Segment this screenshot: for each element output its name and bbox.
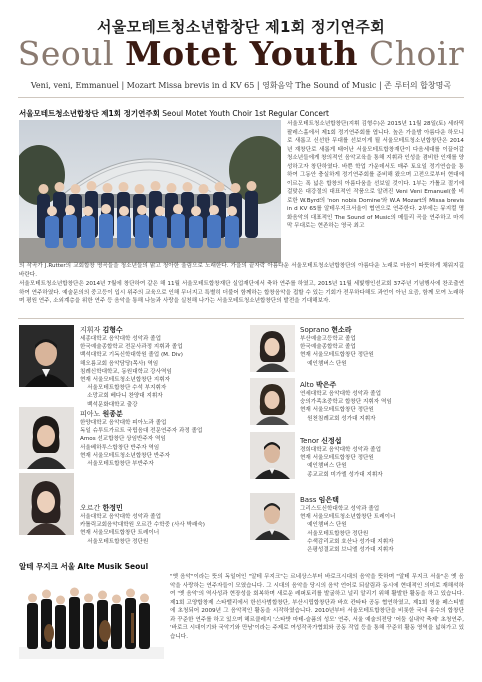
bio-line: 현재 서울모테트청소년합창단 지휘자: [80, 377, 171, 384]
bio-line: 서울대학교 음악대학 성악과 졸업: [80, 514, 161, 520]
bio-line: 소망교회 베다니 찬양대 지휘자: [80, 393, 163, 400]
english-title-seoul: Seoul: [17, 34, 126, 73]
conductor-role: 지휘자: [80, 326, 101, 334]
bio-line: 현재 서울모테트합창단 정단원: [300, 407, 374, 414]
organist-bio: [80, 513, 205, 546]
organist-photo: [19, 473, 74, 535]
bio-line: 해오름교회 음악담당(목사) 역임: [80, 360, 159, 367]
concert-heading: [19, 108, 329, 119]
bio-line: 침례신학대학교, 동원대학교 강사역임: [80, 368, 172, 375]
tenor-bio: [300, 446, 383, 479]
bio-line: 한양대학교 음악대학 피아노과 졸업: [80, 420, 167, 426]
bio-line: 현재 서울모테트합창단 정단원: [300, 352, 374, 359]
tenor-photo: [250, 432, 295, 479]
pianist-role: 피아노: [80, 410, 101, 418]
concert-intro-continued: 의 작곡가 J.Rutter의 교회합창 명곡들을 청소년들의 맑고 청아한 울림으로 노래한다. 가을의 끝자락 아름다운 서울모테트청소년합창단의 아름다운 노래로 마음이 따뜻하게 채워지길 바란다.: [19, 263, 464, 278]
conductor-bio: [80, 335, 183, 409]
organist-name: 한정민: [102, 504, 123, 512]
pianist-label: [80, 409, 123, 419]
choir-group-photo: [19, 120, 281, 263]
bio-line: 현재 서울모테트합창단 정단원: [300, 455, 374, 462]
bio-line: 수색감리교회 호산나 성가대 지휘자: [300, 538, 394, 545]
organist-role: 오르간: [80, 504, 101, 512]
bass-name: 임은택: [318, 496, 339, 504]
section-divider: [18, 318, 464, 319]
english-title: [0, 34, 482, 73]
bio-line: 원천침례교회 성가대 지휘자: [300, 415, 376, 422]
bio-line: 백석문화대학교 출강: [80, 401, 138, 408]
alto-bio: [300, 390, 392, 423]
conductor-label: [80, 325, 123, 335]
bass-role: Bass: [300, 496, 317, 504]
bio-line: 그리스도신학대학교 성악과 졸업: [300, 506, 380, 512]
pianist-bio: [80, 419, 202, 468]
bass-photo: [250, 493, 295, 540]
bio-line: 세종대학교 음악대학 성악과 졸업: [80, 336, 161, 342]
conductor-photo: [19, 325, 74, 387]
bio-line: 현재 서울모테트청소년합창단 트레이너: [300, 514, 396, 521]
bio-line: 현재 서울모테트청소년합창단 반주자: [80, 452, 171, 459]
program-header: [0, 0, 482, 96]
pianist-name: 원종분: [102, 410, 123, 418]
bio-line: 숭의가족초중학교 합창단 지휘자 역임: [300, 399, 392, 406]
tenor-name: 신정섭: [321, 437, 342, 445]
bio-line: 독일 슈투트가르트 국립음대 전문연주자 과정 졸업: [80, 428, 203, 435]
bio-line: 부산예술고등학교 졸업: [300, 336, 356, 342]
korean-title-rest: 제1회 정기연주회: [259, 18, 385, 36]
ensemble-photo: [19, 573, 164, 659]
bio-line: 한국예술종합학교 전문사과정 지휘과 졸업: [80, 344, 183, 351]
bio-line: 한국예술종합학교 졸업: [300, 344, 356, 351]
concert-intro-side: 서울모테트청소년합창단(지휘 김형수)은 2015년 11월 28일(토) 세라믹팔레스홀에서 제1회 정기연주회를 엽니다. 높은 가을밤 아름다운 하모니로 새롭고 신선한 무대를 선보이게 될 서울모테트청소년합창단은 2014년 재창단로 새롭게 태어난 서울모테트합창재단이 다음세대를 이끌어갈 청소년들에게 창의적인 음악교육을 통해 지휘과 인성을 겸비한 인재를 양성하고자 창단하였다. 바쁜 학업 가운데서도 매주 토요일 정기연습을 통하여 그동안 충실하게 정기연주회를 준비해 왔으며 고전으로부터 현대에 이르는 폭 넓은 합창의 아름다움을 선보일 것이다. 1부는 가톨교 절기에 걸맞은 대강절의 대표적인 작품으로 알려진 Veni Veni Emanuel(볼 비 로한 W.Byrd의 'non nobis Domine'와 W.A Mozart의 Missa brevis in d KV 65를 알테우지크서울이 협연으로 연주한다. 2부에는 뮤지컬 명화음악의 대표적인 The Sound of Music의 메들리 곡을 연주하고 마지막 무대로는 현존하는 영국 최고: [287, 121, 464, 229]
bio-line: 서울베하투스합창단 반주자 역임: [80, 444, 160, 451]
bio-line: 예인챔버스 단원: [300, 522, 347, 529]
ensemble-heading: 알테 무지크 서울 Alte Musik Seoul: [19, 562, 149, 571]
bio-line: 연세대학교 음악대학 성악과 졸업: [300, 391, 381, 397]
ensemble-description: "옛 음악"이라는 뜻의 독일어인 "알테 무지크"는 르네상스부터 바로크시대의 음악을 뜻하며 "알테 무지크 서울"은 옛 음악을 사랑하는 연주자들이 모였습니다. 그 시대의 음악을 당시의 음악 언어로 되살림과 동시에 현대적인 의미로 재해석하여 '옛 음악'의 역사성과 현장성을 회복하며 새로운 레퍼토리를 발굴하고 널리 알리기 위해 활발한 활동을 하고 있습니다. 제1회 고양합창제 스타밸리에서 한선사범합창단, 부산시립합창단과 바흐 칸타타 공동 협연하였고, 제1회 영울 페스티벌에 초청되어 2009년 그 음악적인 활동을 시작하였습니다. 2010년부터 서울모테트합창단을 비롯한 국내 유수의 합창단과 꾸준한 연주를 하고 있으며 헤르클레지 '스타밧 마테-슬픔의 성모' 연주, 서울 예술의전당 '어둠 실내악 축제' 초청연주, '바로크 시대이기와 국악기와 만남'이라는 주제로 여성작곡가협회와 공동 작업 등을 통해 꾸준히 활동 영역을 넓혀가고 있습니다.: [170, 574, 464, 640]
soprano-bio: [300, 335, 374, 368]
organist-label: [80, 503, 123, 513]
bio-line: Amos 선교합창단 상임반주자 역임: [80, 436, 166, 443]
soprano-role: Soprano: [300, 326, 330, 334]
concert-heading-en: Seoul Motet Youth Choir 1st Regular Concert: [159, 109, 329, 118]
header-divider: [18, 97, 464, 98]
bio-line: 예인챔버스 단원: [300, 360, 347, 367]
bio-line: 경희대학교 음악대학 성악과 졸업: [300, 447, 381, 453]
korean-title-main: 서울모테트청소년합창단: [96, 18, 260, 36]
bio-line: 현재 서울모테트합창단 트레이너: [80, 530, 160, 537]
soprano-label: [300, 325, 352, 335]
conductor-name: 김형수: [102, 326, 123, 334]
bio-line: 서울모테트합창단 수석 부지휘자: [80, 385, 167, 392]
choir-history: 서울모테트청소년합창단은 2014년 7월에 창단하여 같은 해 11월 서울모테트합창재단 실업재단에서 축하 연주를 하였고, 2015년 11월 세빛행인선교회 37주년 기념행사에 찬조출연하여 연주하였다. 예술문의의 중고등이 입시 위주의 교육으로 인해 무너지고 특별히 더불어 함께하는 합창음악을 접할 수 있는 기회가 전무하다해도 과언이 아닌 요즘, 함께 모여 노래하며 평원 연주, 소외계층을 위한 연주 등 음악을 통해 나눔과 사랑을 실천해 나가는 서울모테트청소년합창단의 발전을 기대해보자.: [19, 281, 464, 304]
bio-line: 은평성결교회 브니엘 성가대 지휘자: [300, 547, 394, 554]
tenor-role: Tenor: [300, 437, 319, 445]
bio-line: 서울모테트합창단 부반주자: [80, 461, 154, 468]
bio-line: 백석대학교 기독신학대학원 졸업 (M. Div): [80, 352, 183, 359]
alto-role: Alto: [300, 381, 314, 389]
bio-line: 서울모테트합창단 정단원: [300, 530, 369, 537]
english-title-bold: Motet Youth: [125, 34, 359, 73]
english-title-choir: Choir: [358, 34, 465, 73]
pianist-photo: [19, 407, 74, 469]
alto-label: [300, 380, 336, 390]
bio-line: 서울모테트합창단 정단원: [80, 538, 149, 545]
bio-line: 카톨릭교회음악대학원 오르간 수학중 (사사 박래숙): [80, 522, 205, 529]
alto-name: 박은주: [316, 381, 337, 389]
concert-heading-kr: 서울모테트청소년합창단 제1회 정기연주회: [19, 109, 160, 118]
soprano-name: 현소라: [331, 326, 352, 334]
program-list: Veni, veni, Emmanuel | Mozart Missa brevis in d KV 65 | 영화음악 The Sound of Music | 존 루터의 합창명곡: [30, 81, 452, 90]
alto-photo: [250, 378, 295, 425]
tenor-label: [300, 436, 342, 446]
bio-line: 예인챔버스 단원: [300, 463, 347, 470]
bass-label: [300, 495, 339, 505]
bass-bio: [300, 505, 395, 554]
bio-line: 종교교회 미가엘 성가대 지휘자: [300, 471, 383, 478]
soprano-photo: [250, 325, 295, 372]
